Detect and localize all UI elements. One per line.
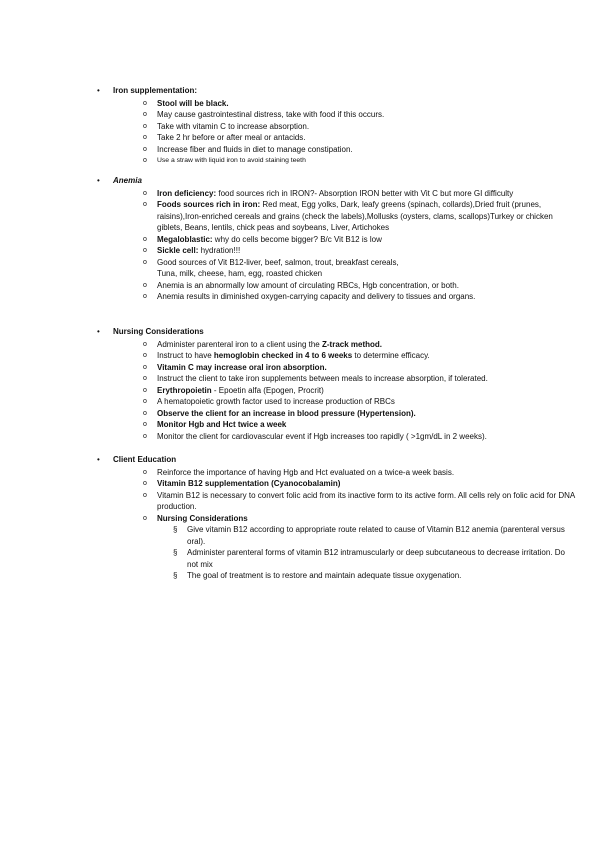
list-item <box>113 373 577 385</box>
circle-bullet-icon: o <box>143 375 147 382</box>
sub-list-item <box>157 524 577 547</box>
bullet-icon: • <box>97 176 100 185</box>
section-nursing-considerations <box>97 326 577 442</box>
item-bold: Vitamin C may increase oral iron absorption. <box>157 362 327 372</box>
item-text: Take with vitamin C to increase absorption. <box>157 121 310 131</box>
item-bold: Vitamin B12 supplementation (Cyanocobalamin) <box>157 479 341 488</box>
list-item <box>113 431 577 443</box>
list-item <box>113 257 577 280</box>
item-text: - Epoetin alfa (Epogen, Procrit) <box>211 385 324 395</box>
education-heading: Client Education <box>113 455 177 464</box>
item-text: Good sources of Vit B12-liver, beef, salmon, trout, breakfast cereals, <box>157 257 399 267</box>
anemia-block <box>97 175 577 303</box>
item-bold: Stool will be black. <box>157 98 229 108</box>
item-bold: hemoglobin checked in 4 to 6 weeks <box>213 351 353 360</box>
circle-bullet-icon: o <box>143 281 147 289</box>
circle-bullet-icon: o <box>143 99 147 107</box>
circle-bullet-icon: o <box>143 363 147 371</box>
education-block <box>97 454 577 582</box>
circle-bullet-icon: o <box>143 293 147 300</box>
sub-item-text: Administer parenteral forms of vitamin B12 intramuscularly or deep subcutaneous to decrease irritation. Do not mix <box>187 548 565 569</box>
bullet-icon: • <box>97 327 100 336</box>
section-anemia <box>97 175 577 303</box>
list-item <box>113 467 577 479</box>
circle-bullet-icon: o <box>143 386 147 394</box>
circle-bullet-icon: o <box>143 480 147 487</box>
circle-bullet-icon: o <box>143 111 147 118</box>
item-text: food sources rich in IRON?- Absorption IRON better with Vit C but more GI difficulty <box>216 188 514 198</box>
item-bold: Foods sources rich in iron: <box>157 200 261 209</box>
list-item <box>113 490 577 513</box>
bullet-icon: • <box>97 455 100 464</box>
item-text: Reinforce the importance of having Hgb and Hct evaluated on a twice-a week basis. <box>157 467 455 477</box>
circle-bullet-icon: o <box>143 409 147 417</box>
circle-bullet-icon: o <box>143 514 147 522</box>
education-sub-heading: Nursing Considerations <box>157 513 248 523</box>
anemia-heading: Anemia <box>113 176 142 185</box>
section-sign-icon: § <box>173 525 178 534</box>
list-item <box>113 144 577 156</box>
iron-heading: Iron supplementation: <box>113 86 197 95</box>
education-list <box>113 467 577 582</box>
item-text: Anemia is an abnormally low amount of circulating RBCs, Hgb concentration, or both. <box>157 280 459 290</box>
section-client-education <box>97 454 577 582</box>
list-item <box>113 291 577 303</box>
circle-bullet-icon: o <box>143 352 147 359</box>
item-text: Administer parenteral iron to a client using the <box>157 339 322 349</box>
item-bold: Erythropoietin <box>157 385 212 395</box>
item-text: Take 2 hr before or after meal or antacids. <box>157 133 306 142</box>
item-text: why do cells become bigger? B/c Vit B12 is low <box>212 234 382 244</box>
nursing-block <box>97 326 577 442</box>
item-bold: Monitor Hgb and Hct twice a week <box>157 420 287 429</box>
item-text: Red meat, Egg yolks, Dark, leafy greens (spinach, collards),Dried fruit (prunes, raisins),Iron-enriched cereals and grains (check the labels),Mollusks (oysters, clams, scallops)Turkey or chicken giblets, Beans, lentils, chick peas and soybeans, Liver, Artichokes <box>157 200 553 232</box>
list-item <box>113 280 577 292</box>
circle-bullet-icon: o <box>143 421 147 428</box>
circle-bullet-icon: o <box>143 398 147 405</box>
list-item <box>113 121 577 133</box>
list-item <box>113 109 577 121</box>
list-item <box>113 132 577 144</box>
item-text: Instruct the client to take iron supplements between meals to increase absorption, if tolerated. <box>157 374 488 383</box>
item-bold: Iron deficiency: <box>157 188 217 198</box>
nursing-list <box>113 339 577 443</box>
sub-item-text: Give vitamin B12 according to appropriate route related to cause of Vitamin B12 anemia (parenteral versus oral). <box>187 525 565 546</box>
item-text-line2: Tuna, milk, cheese, ham, egg, roasted chicken <box>157 269 323 278</box>
item-text: hydration!!! <box>198 246 241 255</box>
item-bold: Megaloblastic: <box>157 234 213 244</box>
list-item <box>113 155 577 167</box>
education-sub-list <box>157 524 577 582</box>
circle-bullet-icon: o <box>143 468 147 476</box>
item-text: Monitor the client for cardiovascular event if Hgb increases too rapidly ( >1gm/dL in 2 weeks). <box>157 431 487 441</box>
circle-bullet-icon: o <box>143 258 147 266</box>
item-text: A hematopoietic growth factor used to increase production of RBCs <box>157 397 395 406</box>
circle-bullet-icon: o <box>143 432 147 440</box>
item-text: Vitamin B12 is necessary to convert folic acid from its inactive form to its active form. All cells rely on folic acid for DNA production. <box>157 490 575 511</box>
sub-list-item <box>157 570 577 582</box>
item-text: to determine efficacy. <box>352 351 430 360</box>
circle-bullet-icon: o <box>143 201 147 208</box>
item-text: Use a straw with liquid iron to avoid staining teeth <box>157 157 306 164</box>
iron-list <box>113 98 577 167</box>
circle-bullet-icon: o <box>143 340 147 348</box>
item-text: Anemia results in diminished oxygen-carrying capacity and delivery to tissues and organs. <box>157 292 476 301</box>
item-text: Increase fiber and fluids in diet to manage constipation. <box>157 144 353 154</box>
circle-bullet-icon: o <box>143 122 147 130</box>
list-item <box>113 245 577 257</box>
iron-block <box>97 85 577 167</box>
list-item <box>113 98 577 110</box>
circle-bullet-icon: o <box>143 157 147 164</box>
list-item <box>113 234 577 246</box>
item-bold: Observe the client for an increase in blood pressure (Hypertension). <box>157 408 416 418</box>
nursing-heading: Nursing Considerations <box>113 327 204 336</box>
circle-bullet-icon: o <box>143 491 147 499</box>
list-item <box>113 396 577 408</box>
list-item <box>113 478 577 490</box>
list-item <box>113 339 577 351</box>
sub-item-text: The goal of treatment is to restore and maintain adequate tissue oxygenation. <box>187 571 462 580</box>
list-item <box>113 385 577 397</box>
sub-list-item <box>157 547 577 570</box>
list-item <box>113 362 577 374</box>
circle-bullet-icon: o <box>143 235 147 243</box>
item-bold: Z-track method. <box>321 339 382 349</box>
circle-bullet-icon: o <box>143 145 147 153</box>
list-item <box>113 419 577 431</box>
circle-bullet-icon: o <box>143 134 147 141</box>
list-item <box>113 188 577 200</box>
circle-bullet-icon: o <box>143 189 147 197</box>
section-sign-icon: § <box>173 548 178 557</box>
list-item <box>113 199 577 234</box>
list-item <box>113 408 577 420</box>
bullet-icon: • <box>97 86 100 95</box>
section-iron-supplementation <box>97 85 577 167</box>
list-item <box>113 513 577 582</box>
item-text: May cause gastrointestinal distress, take with food if this occurs. <box>157 110 385 119</box>
section-sign-icon: § <box>173 571 178 580</box>
circle-bullet-icon: o <box>143 247 147 254</box>
list-item <box>113 350 577 362</box>
item-text: Instruct to have <box>157 351 214 360</box>
anemia-list <box>113 188 577 303</box>
item-bold: Sickle cell: <box>157 246 199 255</box>
